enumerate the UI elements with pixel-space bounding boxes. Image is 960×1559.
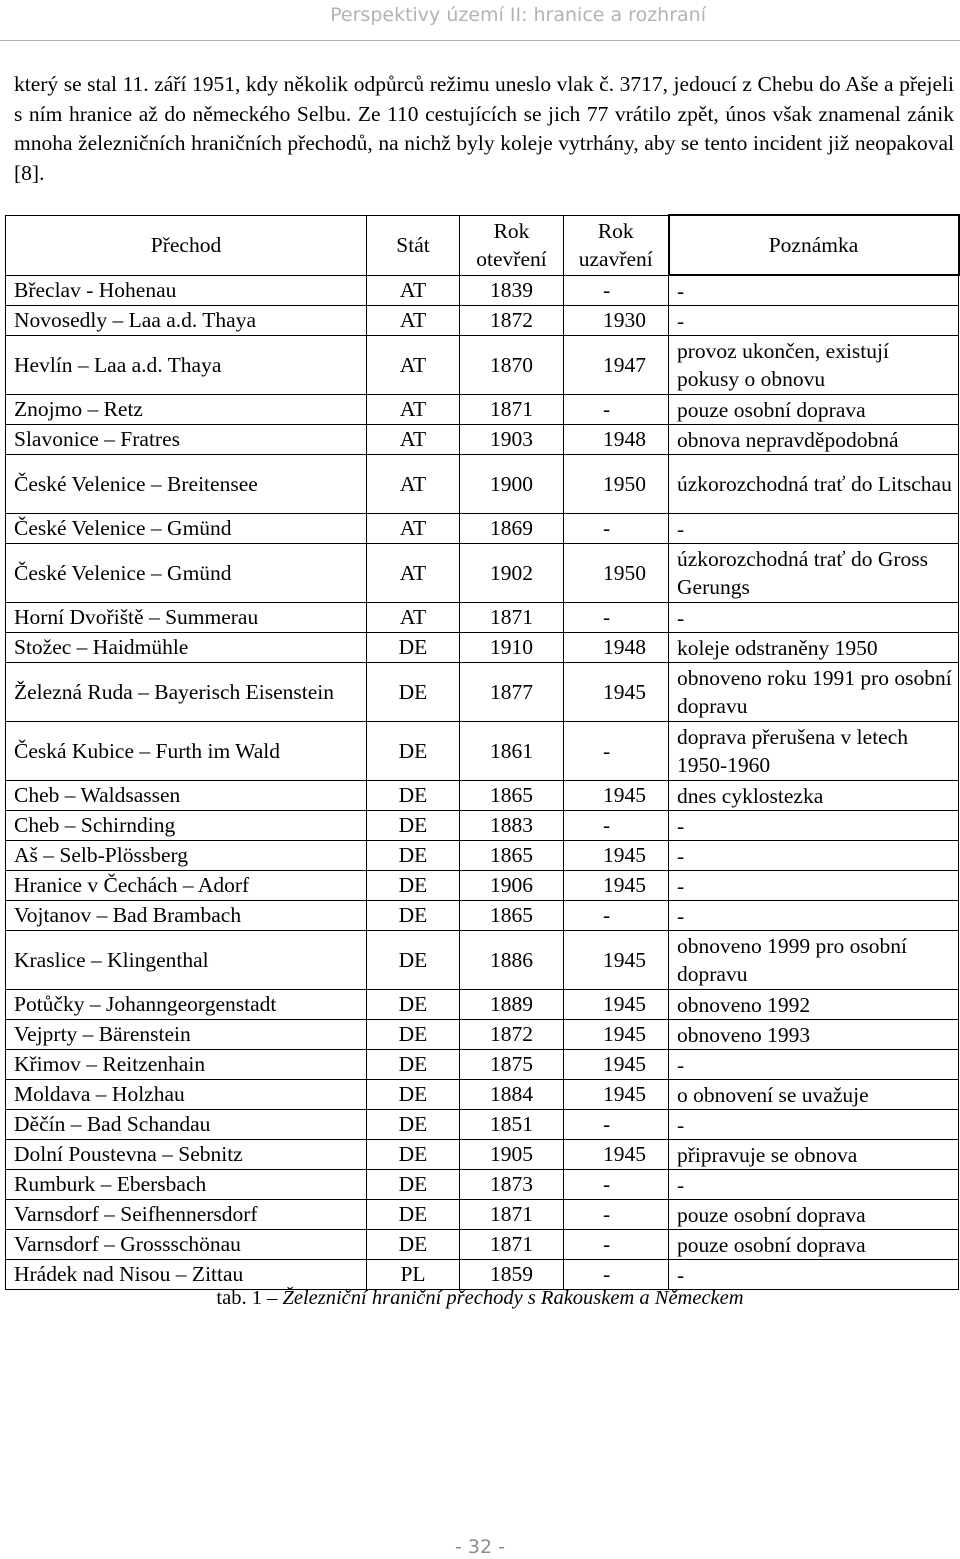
table-row bbox=[6, 1230, 959, 1260]
cell-closed: 1945 bbox=[564, 841, 669, 871]
cell-crossing: České Velenice – Breitensee bbox=[6, 455, 367, 514]
table-row bbox=[6, 425, 959, 455]
table-row bbox=[6, 455, 959, 514]
table-row bbox=[6, 1050, 959, 1080]
cell-note: obnoveno 1993 bbox=[669, 1020, 959, 1050]
cell-state: DE bbox=[367, 1020, 460, 1050]
cell-closed: - bbox=[564, 811, 669, 841]
caption-label: tab. 1 bbox=[216, 1287, 262, 1309]
cell-note: - bbox=[669, 1170, 959, 1200]
table-row bbox=[6, 1200, 959, 1230]
cell-closed: 1945 bbox=[564, 663, 669, 722]
cell-note: úzkorozchodná trať do Gross Gerungs bbox=[669, 544, 959, 603]
running-header bbox=[0, 0, 960, 52]
cell-crossing: Železná Ruda – Bayerisch Eisenstein bbox=[6, 663, 367, 722]
cell-opened: 1906 bbox=[460, 871, 564, 901]
table-row bbox=[6, 336, 959, 395]
cell-closed: 1945 bbox=[564, 1050, 669, 1080]
cell-state: AT bbox=[367, 603, 460, 633]
table-row bbox=[6, 603, 959, 633]
cell-opened: 1910 bbox=[460, 633, 564, 663]
table-row bbox=[6, 544, 959, 603]
cell-closed: 1945 bbox=[564, 1020, 669, 1050]
cell-state: AT bbox=[367, 395, 460, 425]
body-paragraph: který se stal 11. září 1951, kdy několik odpůrců režimu uneslo vlak č. 3717, jedoucí z Chebu do Aše a přejeli s ním hranice až do německého Selbu. Ze 110 cestujících se jich 77 vrátilo zpět, únos však znamenal zánik mnoha železničních hraničních přechodů, na nichž byly koleje vytrhány, aby se tento incident již neopakoval [8]. bbox=[14, 72, 954, 185]
cell-crossing: Slavonice – Fratres bbox=[6, 425, 367, 455]
cell-closed: - bbox=[564, 1110, 669, 1140]
cell-closed: - bbox=[564, 514, 669, 544]
cell-crossing: Moldava – Holzhau bbox=[6, 1080, 367, 1110]
cell-crossing: Cheb – Waldsassen bbox=[6, 781, 367, 811]
table-row bbox=[6, 1140, 959, 1170]
cell-opened: 1875 bbox=[460, 1050, 564, 1080]
table-row bbox=[6, 306, 959, 336]
table-row bbox=[6, 722, 959, 781]
cell-note: pouze osobní doprava bbox=[669, 1200, 959, 1230]
header-closed: Rok uzavření bbox=[564, 215, 669, 275]
cell-state: DE bbox=[367, 901, 460, 931]
cell-state: DE bbox=[367, 1110, 460, 1140]
cell-opened: 1869 bbox=[460, 514, 564, 544]
cell-state: DE bbox=[367, 663, 460, 722]
table-row bbox=[6, 781, 959, 811]
cell-opened: 1884 bbox=[460, 1080, 564, 1110]
cell-state: AT bbox=[367, 544, 460, 603]
cell-opened: 1883 bbox=[460, 811, 564, 841]
cell-state: DE bbox=[367, 633, 460, 663]
cell-note: - bbox=[669, 811, 959, 841]
cell-note: úzkorozchodná trať do Litschau bbox=[669, 455, 959, 514]
cell-state: AT bbox=[367, 514, 460, 544]
cell-note: připravuje se obnova bbox=[669, 1140, 959, 1170]
header-divider bbox=[0, 40, 960, 41]
cell-state: DE bbox=[367, 1050, 460, 1080]
cell-opened: 1877 bbox=[460, 663, 564, 722]
cell-opened: 1900 bbox=[460, 455, 564, 514]
cell-opened: 1886 bbox=[460, 931, 564, 990]
page-number: - 32 - bbox=[455, 1536, 505, 1558]
cell-crossing: Vejprty – Bärenstein bbox=[6, 1020, 367, 1050]
header-opened: Rok otevření bbox=[460, 215, 564, 275]
cell-state: AT bbox=[367, 455, 460, 514]
cell-state: AT bbox=[367, 425, 460, 455]
caption-text: – Železniční hraniční přechody s Rakouskem a Německem bbox=[267, 1287, 744, 1309]
cell-crossing: Křimov – Reitzenhain bbox=[6, 1050, 367, 1080]
table-row bbox=[6, 990, 959, 1020]
running-header-title: Perspektivy území II: hranice a rozhraní bbox=[330, 4, 706, 26]
cell-crossing: České Velenice – Gmünd bbox=[6, 514, 367, 544]
cell-closed: 1950 bbox=[564, 455, 669, 514]
cell-closed: 1945 bbox=[564, 1140, 669, 1170]
cell-opened: 1872 bbox=[460, 306, 564, 336]
cell-note: dnes cyklostezka bbox=[669, 781, 959, 811]
cell-opened: 1873 bbox=[460, 1170, 564, 1200]
cell-state: AT bbox=[367, 306, 460, 336]
cell-crossing: Horní Dvořiště – Summerau bbox=[6, 603, 367, 633]
cell-opened: 1870 bbox=[460, 336, 564, 395]
header-note: Poznámka bbox=[669, 215, 959, 275]
cell-note: obnoveno 1992 bbox=[669, 990, 959, 1020]
cell-opened: 1871 bbox=[460, 395, 564, 425]
cell-note: - bbox=[669, 901, 959, 931]
cell-closed: 1930 bbox=[564, 306, 669, 336]
cell-closed: 1945 bbox=[564, 781, 669, 811]
cell-note: doprava přerušena v letech 1950-1960 bbox=[669, 722, 959, 781]
table-row bbox=[6, 275, 959, 306]
cell-state: DE bbox=[367, 781, 460, 811]
table-row bbox=[6, 1020, 959, 1050]
cell-opened: 1871 bbox=[460, 1200, 564, 1230]
cell-note: obnova nepravděpodobná bbox=[669, 425, 959, 455]
cell-closed: 1950 bbox=[564, 544, 669, 603]
table-row bbox=[6, 811, 959, 841]
cell-note: obnoveno 1999 pro osobní dopravu bbox=[669, 931, 959, 990]
cell-closed: 1947 bbox=[564, 336, 669, 395]
cell-state: AT bbox=[367, 275, 460, 306]
table-row bbox=[6, 1110, 959, 1140]
cell-crossing: Hranice v Čechách – Adorf bbox=[6, 871, 367, 901]
cell-crossing: Vojtanov – Bad Brambach bbox=[6, 901, 367, 931]
cell-note: - bbox=[669, 1260, 959, 1290]
cell-state: DE bbox=[367, 1230, 460, 1260]
table-row bbox=[6, 633, 959, 663]
cell-state: DE bbox=[367, 811, 460, 841]
cell-note: - bbox=[669, 871, 959, 901]
cell-opened: 1865 bbox=[460, 841, 564, 871]
cell-note: obnoveno roku 1991 pro osobní dopravu bbox=[669, 663, 959, 722]
cell-crossing: Hrádek nad Nisou – Zittau bbox=[6, 1260, 367, 1290]
table-row bbox=[6, 395, 959, 425]
cell-state: DE bbox=[367, 1200, 460, 1230]
table-row bbox=[6, 1080, 959, 1110]
cell-state: DE bbox=[367, 1140, 460, 1170]
table-row bbox=[6, 514, 959, 544]
table-row bbox=[6, 663, 959, 722]
cell-opened: 1872 bbox=[460, 1020, 564, 1050]
border-crossings-table bbox=[5, 214, 960, 1290]
cell-opened: 1865 bbox=[460, 901, 564, 931]
cell-opened: 1871 bbox=[460, 603, 564, 633]
cell-note: pouze osobní doprava bbox=[669, 395, 959, 425]
table-caption bbox=[0, 1287, 960, 1310]
cell-crossing: Varnsdorf – Grossschönau bbox=[6, 1230, 367, 1260]
cell-opened: 1839 bbox=[460, 275, 564, 306]
cell-note: - bbox=[669, 275, 959, 306]
cell-crossing: Dolní Poustevna – Sebnitz bbox=[6, 1140, 367, 1170]
table-body bbox=[6, 275, 959, 1290]
cell-state: DE bbox=[367, 931, 460, 990]
table-row bbox=[6, 1260, 959, 1290]
cell-note: pouze osobní doprava bbox=[669, 1230, 959, 1260]
cell-note: o obnovení se uvažuje bbox=[669, 1080, 959, 1110]
cell-crossing: Břeclav - Hohenau bbox=[6, 275, 367, 306]
cell-note: provoz ukončen, existují pokusy o obnovu bbox=[669, 336, 959, 395]
cell-state: AT bbox=[367, 336, 460, 395]
cell-opened: 1865 bbox=[460, 781, 564, 811]
cell-state: DE bbox=[367, 1080, 460, 1110]
cell-crossing: Děčín – Bad Schandau bbox=[6, 1110, 367, 1140]
cell-crossing: Novosedly – Laa a.d. Thaya bbox=[6, 306, 367, 336]
cell-crossing: Česká Kubice – Furth im Wald bbox=[6, 722, 367, 781]
cell-state: DE bbox=[367, 841, 460, 871]
cell-note: - bbox=[669, 514, 959, 544]
cell-closed: - bbox=[564, 901, 669, 931]
cell-opened: 1889 bbox=[460, 990, 564, 1020]
cell-crossing: Znojmo – Retz bbox=[6, 395, 367, 425]
table-row bbox=[6, 1170, 959, 1200]
cell-opened: 1871 bbox=[460, 1230, 564, 1260]
cell-closed: - bbox=[564, 603, 669, 633]
cell-closed: 1945 bbox=[564, 931, 669, 990]
cell-state: DE bbox=[367, 1170, 460, 1200]
cell-closed: - bbox=[564, 1170, 669, 1200]
table-row bbox=[6, 931, 959, 990]
cell-crossing: Kraslice – Klingenthal bbox=[6, 931, 367, 990]
table-row bbox=[6, 841, 959, 871]
cell-note: - bbox=[669, 841, 959, 871]
cell-note: - bbox=[669, 1110, 959, 1140]
header-crossing: Přechod bbox=[6, 215, 367, 275]
cell-closed: 1945 bbox=[564, 1080, 669, 1110]
cell-crossing: Cheb – Schirnding bbox=[6, 811, 367, 841]
cell-closed: - bbox=[564, 1260, 669, 1290]
cell-crossing: České Velenice – Gmünd bbox=[6, 544, 367, 603]
cell-crossing: Potůčky – Johanngeorgenstadt bbox=[6, 990, 367, 1020]
cell-note: - bbox=[669, 306, 959, 336]
table-row bbox=[6, 901, 959, 931]
cell-closed: 1945 bbox=[564, 990, 669, 1020]
cell-closed: - bbox=[564, 1230, 669, 1260]
cell-state: DE bbox=[367, 871, 460, 901]
cell-opened: 1903 bbox=[460, 425, 564, 455]
cell-state: DE bbox=[367, 722, 460, 781]
cell-crossing: Rumburk – Ebersbach bbox=[6, 1170, 367, 1200]
cell-crossing: Aš – Selb-Plössberg bbox=[6, 841, 367, 871]
header-state: Stát bbox=[367, 215, 460, 275]
cell-opened: 1851 bbox=[460, 1110, 564, 1140]
cell-crossing: Varnsdorf – Seifhennersdorf bbox=[6, 1200, 367, 1230]
table-header-row bbox=[6, 215, 959, 275]
cell-crossing: Stožec – Haidmühle bbox=[6, 633, 367, 663]
cell-opened: 1905 bbox=[460, 1140, 564, 1170]
cell-closed: - bbox=[564, 722, 669, 781]
cell-closed: 1948 bbox=[564, 425, 669, 455]
cell-crossing: Hevlín – Laa a.d. Thaya bbox=[6, 336, 367, 395]
cell-state: PL bbox=[367, 1260, 460, 1290]
cell-state: DE bbox=[367, 990, 460, 1020]
cell-note: - bbox=[669, 603, 959, 633]
cell-closed: - bbox=[564, 1200, 669, 1230]
cell-opened: 1902 bbox=[460, 544, 564, 603]
cell-closed: - bbox=[564, 275, 669, 306]
cell-note: koleje odstraněny 1950 bbox=[669, 633, 959, 663]
cell-note: - bbox=[669, 1050, 959, 1080]
table-row bbox=[6, 871, 959, 901]
cell-closed: 1945 bbox=[564, 871, 669, 901]
cell-closed: - bbox=[564, 395, 669, 425]
cell-opened: 1859 bbox=[460, 1260, 564, 1290]
cell-opened: 1861 bbox=[460, 722, 564, 781]
cell-closed: 1948 bbox=[564, 633, 669, 663]
